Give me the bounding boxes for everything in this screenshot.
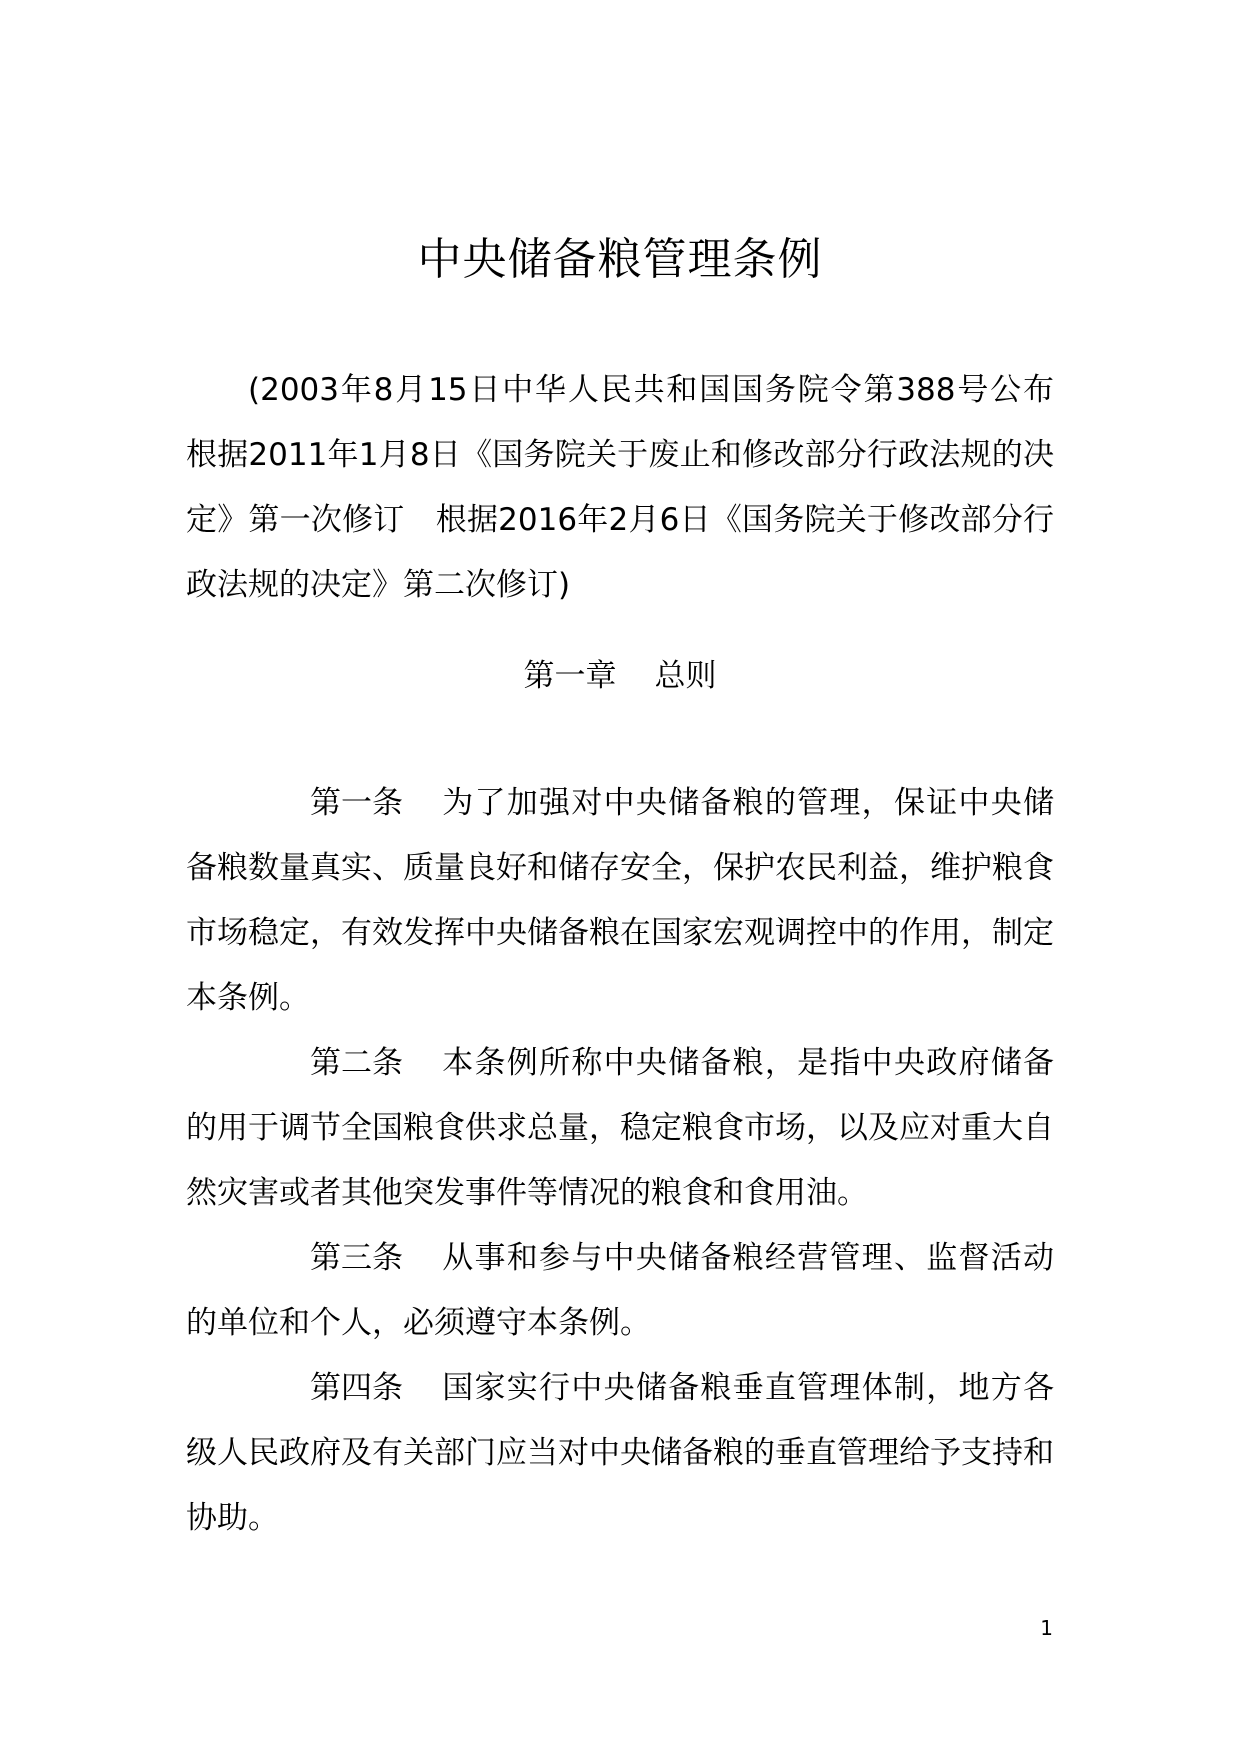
source-note-block — [186, 358, 1085, 618]
article-text: 国家实行中央储备粮垂直管理体制，地方各级人民政府及有关部门应当对中央储备粮的垂直管理给予支持和协助。 — [186, 1370, 1054, 1536]
article-4 — [186, 1356, 1054, 1551]
page-number: 1 — [1040, 1616, 1053, 1640]
article-label: 第三条 — [310, 1240, 403, 1276]
chapter-heading — [0, 648, 1240, 704]
article-label: 第一条 — [310, 785, 403, 821]
article-label: 第四条 — [310, 1370, 403, 1406]
article-label: 第二条 — [310, 1045, 403, 1081]
chapter-number: 第一章 — [523, 658, 617, 694]
article-2 — [186, 1031, 1054, 1226]
article-text: 从事和参与中央储备粮经营管理、监督活动的单位和个人，必须遵守本条例。 — [186, 1240, 1054, 1341]
articles-list — [186, 771, 1054, 1551]
document-title: 中央储备粮管理条例 — [417, 234, 823, 285]
source-note: (2003年8月15日中华人民共和国国务院令第388号公布 根据2011年1月8日《国务院关于废止和修改部分行政法规的决定》第一次修订 根据2016年2月6日《国务院关于修改部分行政法规的决定》第二次修订) — [186, 372, 1085, 603]
article-3 — [186, 1226, 1054, 1356]
article-text: 本条例所称中央储备粮，是指中央政府储备的用于调节全国粮食供求总量，稳定粮食市场，以及应对重大自然灾害或者其他突发事件等情况的粮食和食用油。 — [186, 1045, 1054, 1211]
article-1 — [186, 771, 1054, 1031]
chapter-name: 总则 — [654, 658, 717, 694]
article-text: 为了加强对中央储备粮的管理，保证中央储备粮数量真实、质量良好和储存安全，保护农民利益，维护粮食市场稳定，有效发挥中央储备粮在国家宏观调控中的作用，制定本条例。 — [186, 785, 1054, 1016]
